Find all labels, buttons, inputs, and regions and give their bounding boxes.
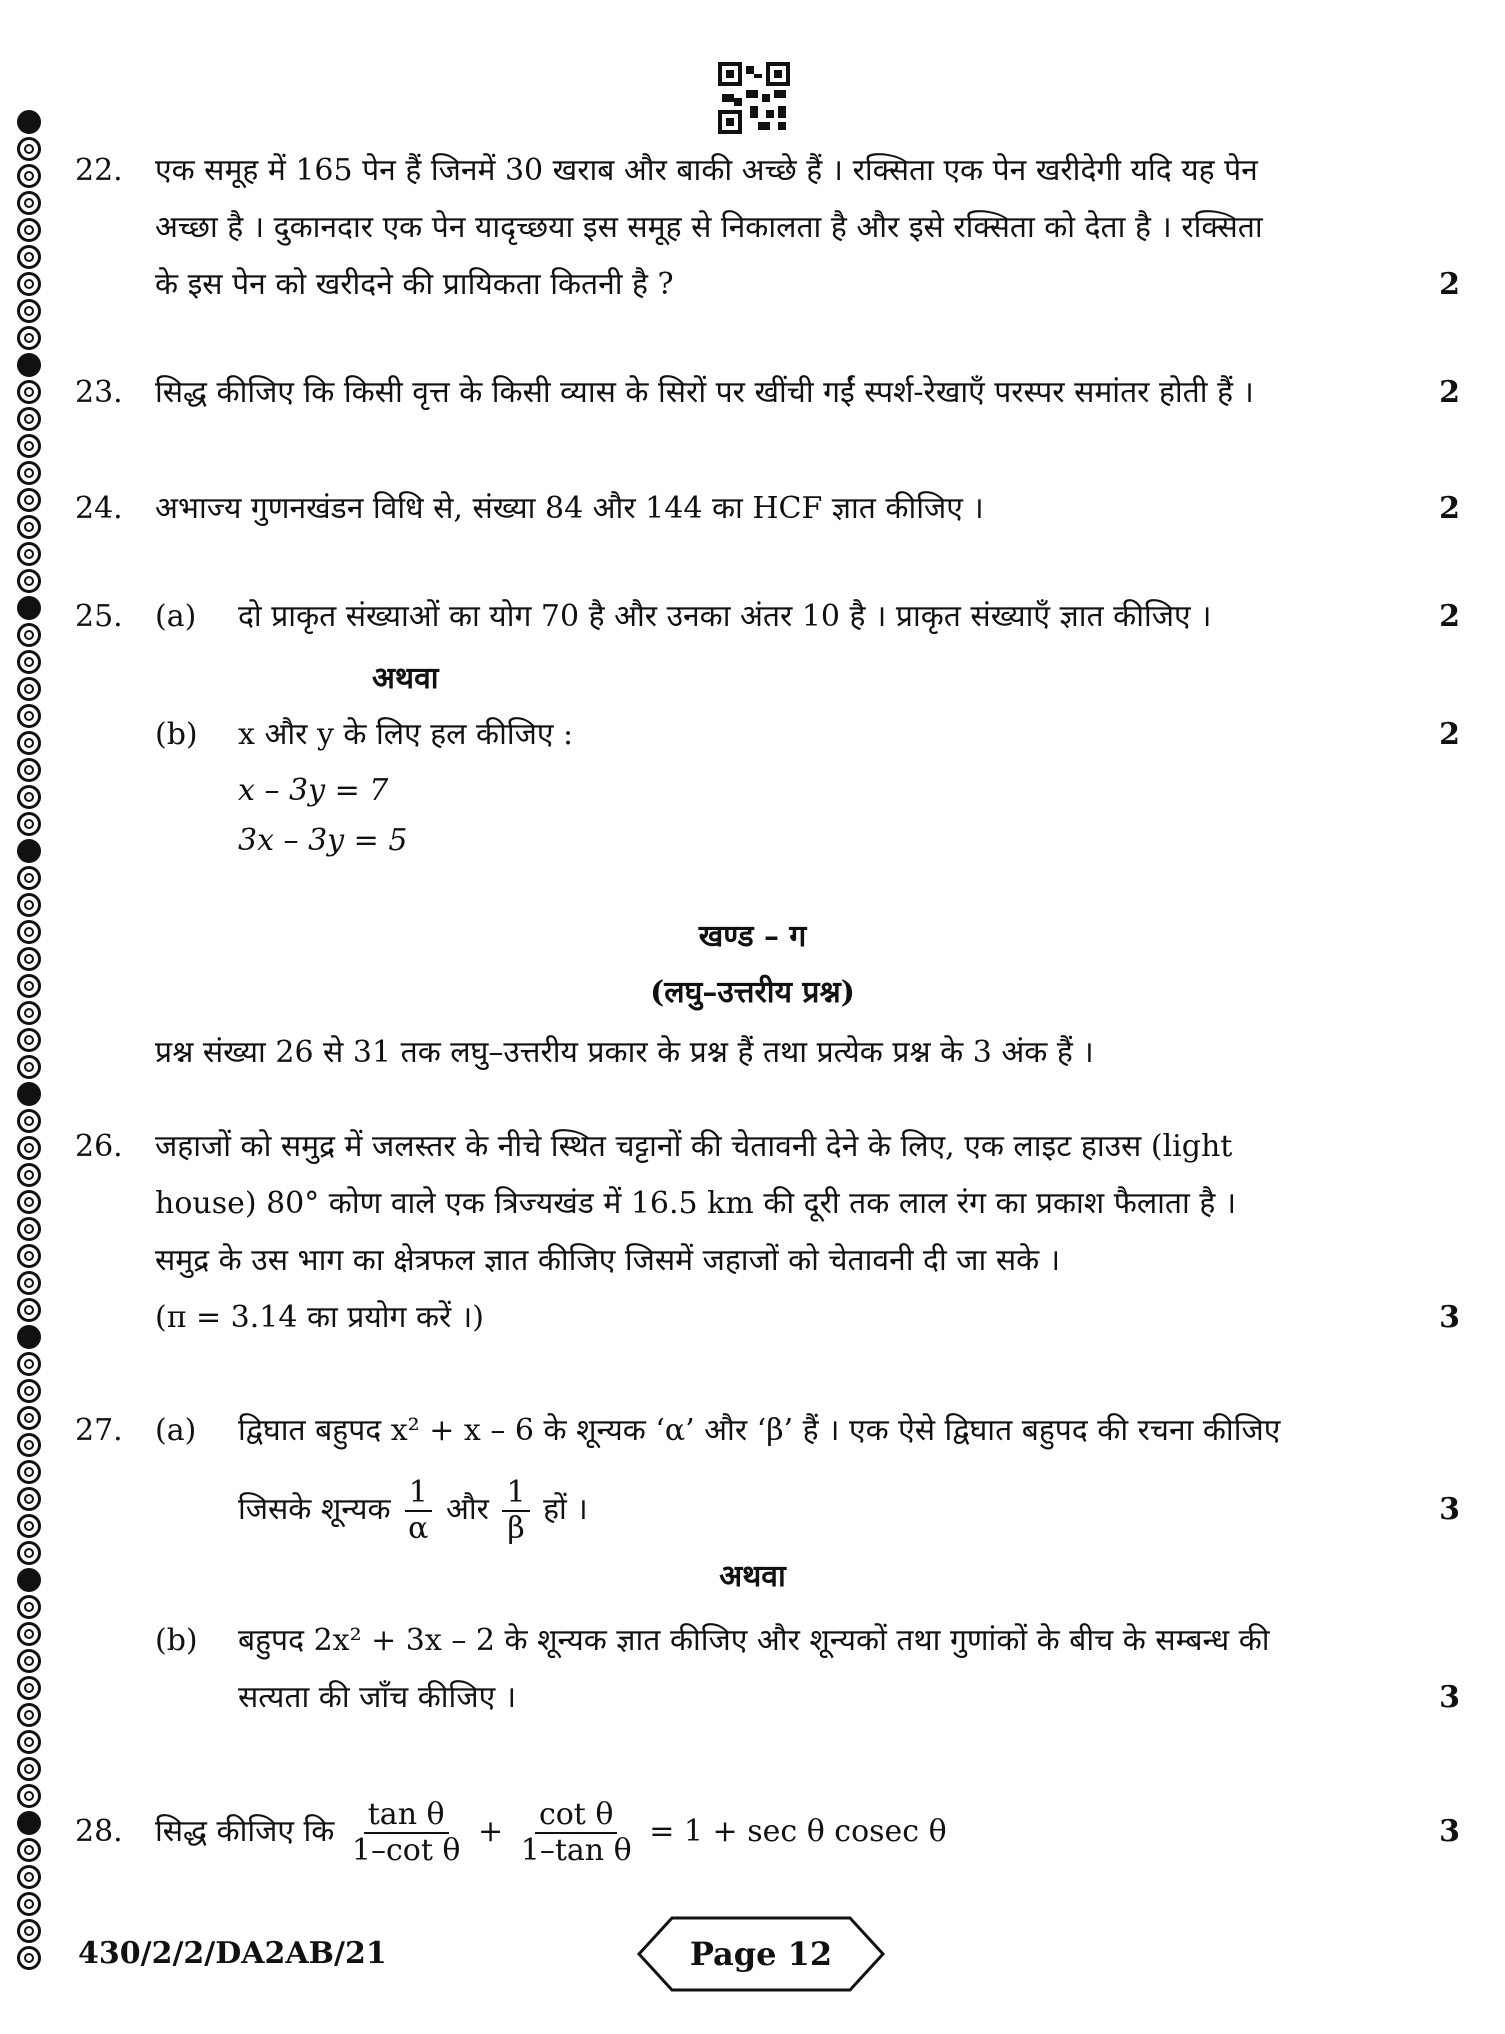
text-fragment: = 1 + sec θ cosec θ — [649, 1814, 947, 1849]
text-fragment: सिद्ध कीजिए कि — [155, 1814, 335, 1849]
margin-ring-icon — [17, 1028, 41, 1052]
fraction-denominator: α — [408, 1511, 429, 1546]
margin-ring-icon — [17, 245, 41, 269]
margin-ring-icon — [17, 1109, 41, 1133]
margin-ring-icon — [17, 1325, 41, 1349]
page-number-badge — [636, 1915, 886, 1993]
margin-ring-icon — [17, 326, 41, 350]
question-text-line: जहाजों को समुद्र में जलस्तर के नीचे स्थित चट्टानों की चेतावनी देने के लिए, एक लाइट हाउस (light — [155, 1129, 1233, 1164]
question-number: 23. — [75, 375, 123, 410]
margin-ring-icon — [17, 623, 41, 647]
margin-ring-icon — [17, 1217, 41, 1241]
or-label: अथवा — [372, 661, 439, 696]
margin-ring-icon — [17, 272, 41, 296]
subpart-label: (b) — [155, 717, 198, 752]
question-text-line: (π = 3.14 का प्रयोग करें ।) — [155, 1300, 484, 1335]
page-number: Page 12 — [689, 1935, 833, 1973]
margin-ring-icon — [17, 650, 41, 674]
question-number: 27. — [75, 1413, 123, 1448]
margin-ring-icon — [17, 812, 41, 836]
fraction-denominator: 1–cot θ — [351, 1833, 461, 1868]
fraction-numerator: 1 — [502, 1476, 529, 1513]
fraction — [348, 1798, 465, 1869]
fraction-denominator: 1–tan θ — [520, 1833, 632, 1868]
margin-ring-icon — [17, 1055, 41, 1079]
subpart-text-with-fractions — [238, 1470, 1388, 1550]
question-text-line: house) 80° कोण वाले एक त्रिज्यखंड में 16.5 km की दूरी तक लाल रंग का प्रकाश फैलाता है । — [155, 1186, 1237, 1221]
margin-ring-icon — [17, 1703, 41, 1727]
marks: 3 — [1439, 1814, 1460, 1849]
fraction — [502, 1476, 529, 1547]
marks: 2 — [1439, 375, 1460, 410]
marks: 3 — [1439, 1680, 1460, 1715]
marks: 2 — [1439, 717, 1460, 752]
or-label: अथवा — [719, 1559, 786, 1594]
marks: 2 — [1439, 491, 1460, 526]
text-fragment: और — [445, 1492, 489, 1527]
margin-ring-icon — [17, 1676, 41, 1700]
section-title: खण्ड – ग — [698, 919, 807, 954]
margin-ring-icon — [17, 110, 41, 134]
margin-ring-icon — [17, 299, 41, 323]
margin-ring-icon — [17, 1163, 41, 1187]
subpart-text: सत्यता की जाँच कीजिए । — [238, 1680, 517, 1715]
fraction — [517, 1798, 636, 1869]
question-text: सिद्ध कीजिए कि किसी वृत्त के किसी व्यास के सिरों पर खींची गईं स्पर्श-रेखाएँ परस्पर समांतर होती हैं । — [155, 375, 1254, 410]
margin-ring-icon — [17, 1811, 41, 1835]
margin-ring-icon — [17, 1757, 41, 1781]
margin-ring-icon — [17, 1082, 41, 1106]
fraction-numerator: cot θ — [535, 1798, 618, 1835]
question-number: 24. — [75, 491, 123, 526]
margin-ring-icon — [17, 1406, 41, 1430]
margin-ring-icon — [17, 866, 41, 890]
question-text-with-fractions — [155, 1790, 1395, 1874]
question-number: 26. — [75, 1129, 123, 1164]
margin-ring-icon — [17, 1919, 41, 1943]
margin-ring-icon — [17, 218, 41, 242]
margin-ring-icon — [17, 1460, 41, 1484]
margin-ring-icon — [17, 461, 41, 485]
margin-ring-icon — [17, 1271, 41, 1295]
margin-ring-icon — [17, 839, 41, 863]
equation: 3x – 3y = 5 — [238, 823, 408, 858]
margin-ring-icon — [17, 1298, 41, 1322]
margin-ring-icon — [17, 596, 41, 620]
margin-ring-icon — [17, 353, 41, 377]
question-text: अभाज्य गुणनखंडन विधि से, संख्या 84 और 144 का HCF ज्ञात कीजिए । — [155, 491, 984, 526]
margin-ring-icon — [17, 434, 41, 458]
margin-ring-icon — [17, 1514, 41, 1538]
margin-ring-icon — [17, 1433, 41, 1457]
margin-ring-icon — [17, 515, 41, 539]
plus-sign: + — [478, 1814, 504, 1849]
subpart-label: (a) — [155, 1413, 197, 1448]
question-number: 28. — [75, 1814, 123, 1849]
margin-ring-icon — [17, 137, 41, 161]
margin-ring-icon — [17, 1892, 41, 1916]
margin-ring-icon — [17, 704, 41, 728]
paper-code: 430/2/2/DA2AB/21 — [78, 1936, 387, 1971]
subpart-label: (a) — [155, 599, 197, 634]
marks: 2 — [1439, 599, 1460, 634]
margin-ring-icon — [17, 1136, 41, 1160]
margin-ring-icon — [17, 1379, 41, 1403]
question-text-line: एक समूह में 165 पेन हैं जिनमें 30 खराब और बाकी अच्छे हैं । रक्सिता एक पेन खरीदेगी यदि यह पेन — [155, 153, 1258, 188]
margin-ring-icon — [17, 1622, 41, 1646]
margin-ring-icon — [17, 758, 41, 782]
subpart-text: द्विघात बहुपद x² + x – 6 के शून्यक ‘α’ और ‘β’ हैं । एक ऐसे द्विघात बहुपद की रचना कीजिए — [238, 1413, 1281, 1448]
qr-code-icon — [718, 62, 790, 134]
margin-ring-icon — [17, 542, 41, 566]
margin-ring-icon — [17, 1784, 41, 1808]
marks: 2 — [1439, 267, 1460, 302]
margin-ring-icon — [17, 1946, 41, 1970]
question-number: 25. — [75, 599, 123, 634]
text-fragment: हों । — [543, 1492, 588, 1527]
fraction-numerator: 1 — [405, 1476, 432, 1513]
fraction-numerator: tan θ — [364, 1798, 449, 1835]
subpart-text: बहुपद 2x² + 3x – 2 के शून्यक ज्ञात कीजिए और शून्यकों तथा गुणांकों के बीच के सम्बन्ध की — [238, 1623, 1270, 1658]
margin-ring-icon — [17, 785, 41, 809]
margin-ring-icon — [17, 1838, 41, 1862]
margin-ring-icon — [17, 1487, 41, 1511]
margin-ring-icon — [17, 1730, 41, 1754]
margin-ring-strip — [14, 110, 44, 1990]
section-subtitle: (लघु–उत्तरीय प्रश्न) — [650, 975, 855, 1010]
marks: 3 — [1439, 1300, 1460, 1335]
margin-ring-icon — [17, 569, 41, 593]
subpart-label: (b) — [155, 1623, 198, 1658]
fraction-denominator: β — [507, 1511, 525, 1546]
subpart-text: x और y के लिए हल कीजिए : — [238, 717, 574, 752]
subpart-text: दो प्राकृत संख्याओं का योग 70 है और उनका अंतर 10 है । प्राकृत संख्याएँ ज्ञात कीजिए । — [238, 599, 1212, 634]
text-fragment: जिसके शून्यक — [238, 1492, 391, 1527]
margin-ring-icon — [17, 380, 41, 404]
margin-ring-icon — [17, 677, 41, 701]
margin-ring-icon — [17, 1190, 41, 1214]
margin-ring-icon — [17, 731, 41, 755]
question-text-line: समुद्र के उस भाग का क्षेत्रफल ज्ञात कीजिए जिसमें जहाजों को चेतावनी दी जा सके । — [155, 1243, 1061, 1278]
question-number: 22. — [75, 153, 123, 188]
marks: 3 — [1439, 1492, 1460, 1527]
margin-ring-icon — [17, 407, 41, 431]
equation: x – 3y = 7 — [238, 773, 389, 808]
margin-ring-icon — [17, 164, 41, 188]
question-text-line: के इस पेन को खरीदने की प्रायिकता कितनी है ? — [155, 267, 674, 302]
section-instruction: प्रश्न संख्या 26 से 31 तक लघु–उत्तरीय प्रकार के प्रश्न हैं तथा प्रत्येक प्रश्न के 3 अंक हैं । — [155, 1035, 1094, 1070]
margin-ring-icon — [17, 488, 41, 512]
margin-ring-icon — [17, 1865, 41, 1889]
fraction — [404, 1476, 432, 1547]
margin-ring-icon — [17, 1649, 41, 1673]
question-text-line: अच्छा है । दुकानदार एक पेन यादृच्छया इस समूह से निकालता है और इसे रक्सिता को देता है । रक्सिता — [155, 210, 1263, 245]
margin-ring-icon — [17, 191, 41, 215]
margin-ring-icon — [17, 1352, 41, 1376]
margin-ring-icon — [17, 1244, 41, 1268]
